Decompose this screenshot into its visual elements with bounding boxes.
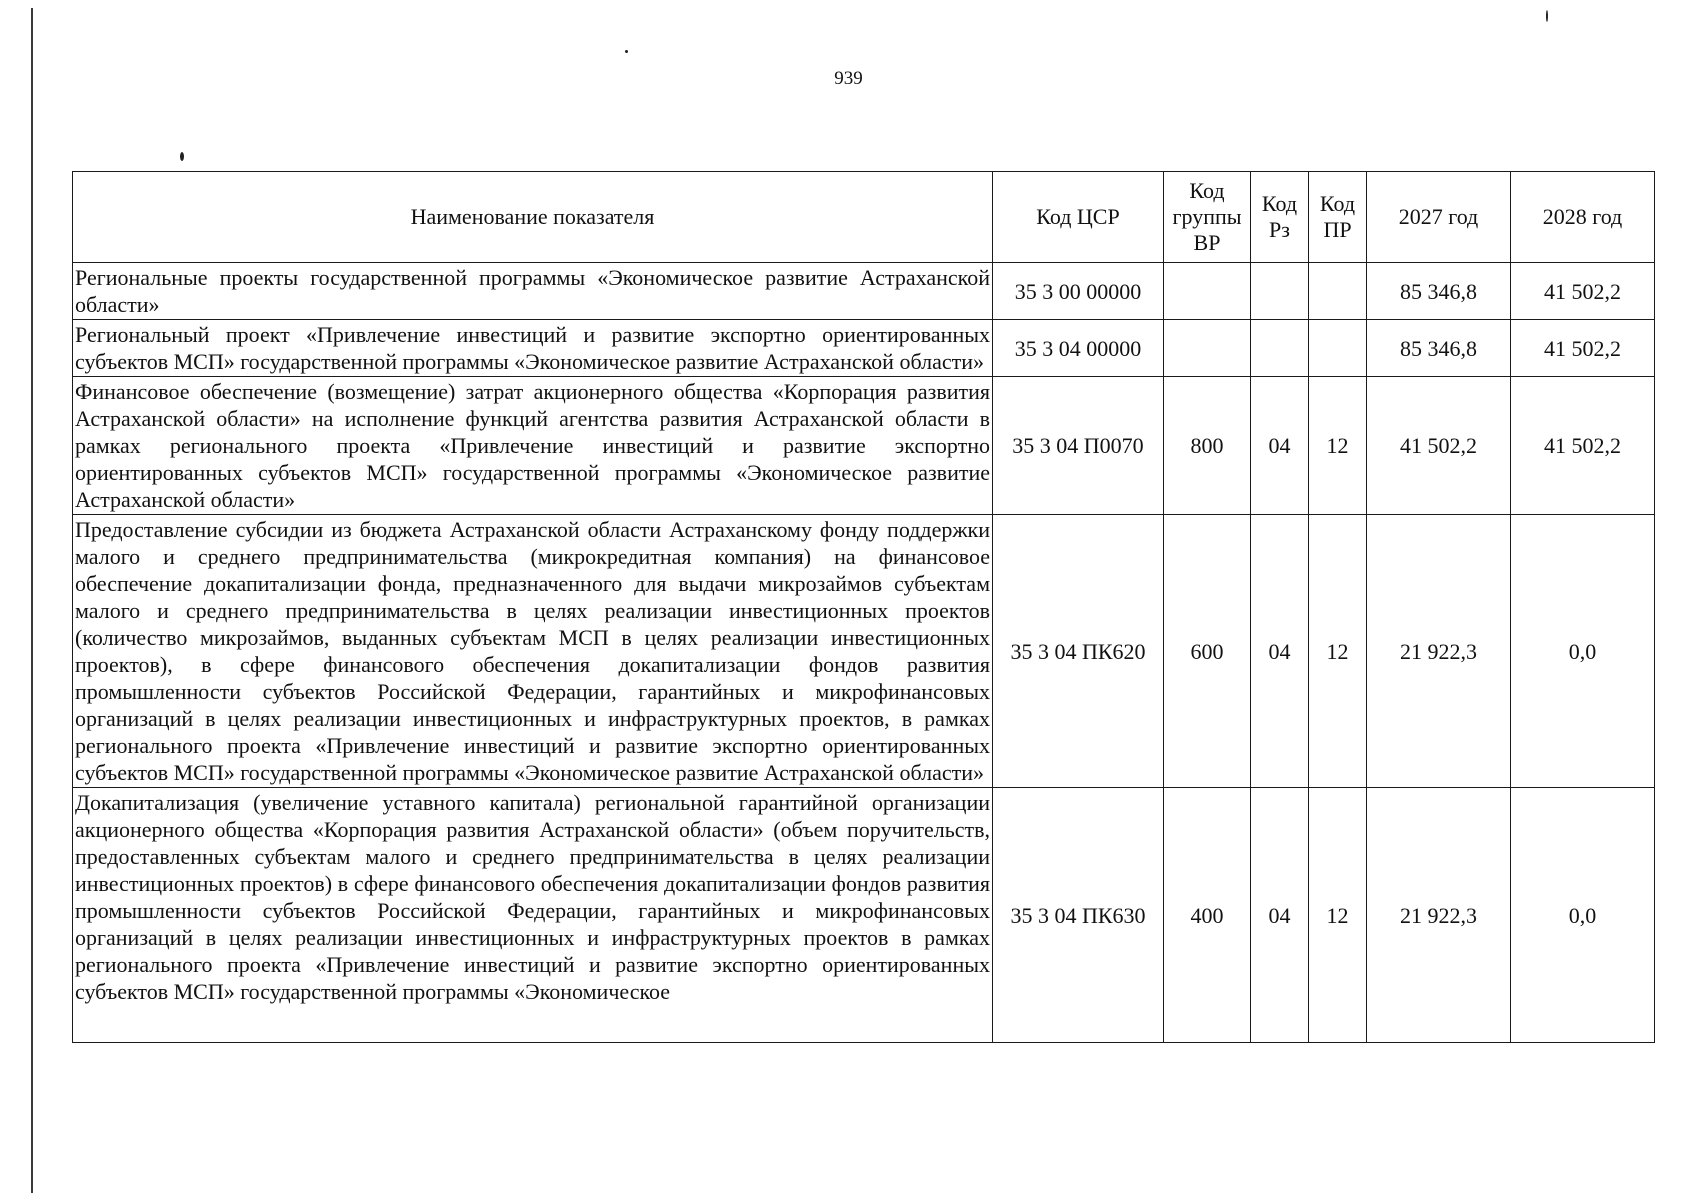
row-csr: 35 3 00 00000 [993,263,1164,320]
row-vr: 400 [1164,788,1251,1043]
row-name: Предоставление субсидии из бюджета Астраханской области Астраханскому фонду поддержки малого и среднего предпринимательства (микрокредитная компания) на финансовое обеспечение докапитализации фонда, предназначенного для выдачи микрозаймов субъектам малого и среднего предпринимательства в целях реализации инвестиционных проектов (количество микрозаймов, выданных субъектам МСП в целях реализации инвестиционных проектов), в сфере финансового обеспечения докапитализации фондов развития промышленности субъектов Российской Федерации, гарантийных и микрофинансовых организаций в целях реализации инвестиционных и инфраструктурных проектов, в рамках регионального проекта «Привлечение инвестиций и развитие экспортно ориентированных субъектов МСП» государственной программы «Экономическое развитие Астраханской области» [73,515,993,788]
row-vr: 600 [1164,515,1251,788]
row-pr [1309,263,1367,320]
row-csr: 35 3 04 ПК620 [993,515,1164,788]
row-pr: 12 [1309,788,1367,1043]
row-2028: 41 502,2 [1511,320,1655,377]
table-row [73,377,1655,515]
row-2028: 41 502,2 [1511,263,1655,320]
row-pr [1309,320,1367,377]
row-name: Региональные проекты государственной программы «Экономическое развитие Астраханской области» [73,263,993,320]
row-2027: 21 922,3 [1367,788,1511,1043]
budget-table [72,171,1655,1043]
header-2028: 2028 год [1511,172,1655,263]
row-rz [1251,320,1309,377]
row-pr: 12 [1309,515,1367,788]
table-row [73,515,1655,788]
row-rz: 04 [1251,788,1309,1043]
row-vr: 800 [1164,377,1251,515]
row-rz: 04 [1251,515,1309,788]
row-vr [1164,263,1251,320]
scan-speck [625,50,628,53]
row-2027: 85 346,8 [1367,320,1511,377]
table-header-row [73,172,1655,263]
scan-speck [1546,10,1548,22]
row-2028: 41 502,2 [1511,377,1655,515]
row-2027: 41 502,2 [1367,377,1511,515]
row-2027: 85 346,8 [1367,263,1511,320]
header-2027: 2027 год [1367,172,1511,263]
row-name: Докапитализация (увеличение уставного капитала) региональной гарантийной организации акционерного общества «Корпорация развития Астраханской области» (объем поручительств, предоставленных субъектам малого и среднего предпринимательства в целях реализации инвестиционных проектов) в сфере финансового обеспечения докапитализации фондов развития промышленности субъектов Российской Федерации, гарантийных и микрофинансовых организаций в целях реализации инвестиционных и инфраструктурных проектов в рамках регионального проекта «Привлечение инвестиций и развитие экспортно ориентированных субъектов МСП» государственной программы «Экономическое [75,790,990,1004]
header-rz: Код Рз [1251,172,1309,263]
row-csr: 35 3 04 ПК630 [993,788,1164,1043]
row-2028: 0,0 [1511,515,1655,788]
row-name: Финансовое обеспечение (возмещение) затрат акционерного общества «Корпорация развития Астраханской области» на исполнение функций агентства развития Астраханской области в рамках регионального проекта «Привлечение инвестиций и развитие экспортно ориентированных субъектов МСП» государственной программы «Экономическое развитие Астраханской области» [73,377,993,515]
row-pr: 12 [1309,377,1367,515]
page-number: 939 [834,68,863,89]
row-rz [1251,263,1309,320]
header-pr: Код ПР [1309,172,1367,263]
row-vr [1164,320,1251,377]
row-2028: 0,0 [1511,788,1655,1043]
row-2027: 21 922,3 [1367,515,1511,788]
header-vr: Код группы ВР [1164,172,1251,263]
table-row [73,263,1655,320]
table-row [73,320,1655,377]
scan-speck [180,152,184,161]
header-csr: Код ЦСР [993,172,1164,263]
row-csr: 35 3 04 00000 [993,320,1164,377]
row-csr: 35 3 04 П0070 [993,377,1164,515]
row-rz: 04 [1251,377,1309,515]
table-row [73,788,1655,1043]
row-name-cell [73,788,993,1043]
header-name: Наименование показателя [73,172,993,263]
left-margin-line [31,8,33,1193]
row-name: Региональный проект «Привлечение инвестиций и развитие экспортно ориентированных субъектов МСП» государственной программы «Экономическое развитие Астраханской области» [73,320,993,377]
